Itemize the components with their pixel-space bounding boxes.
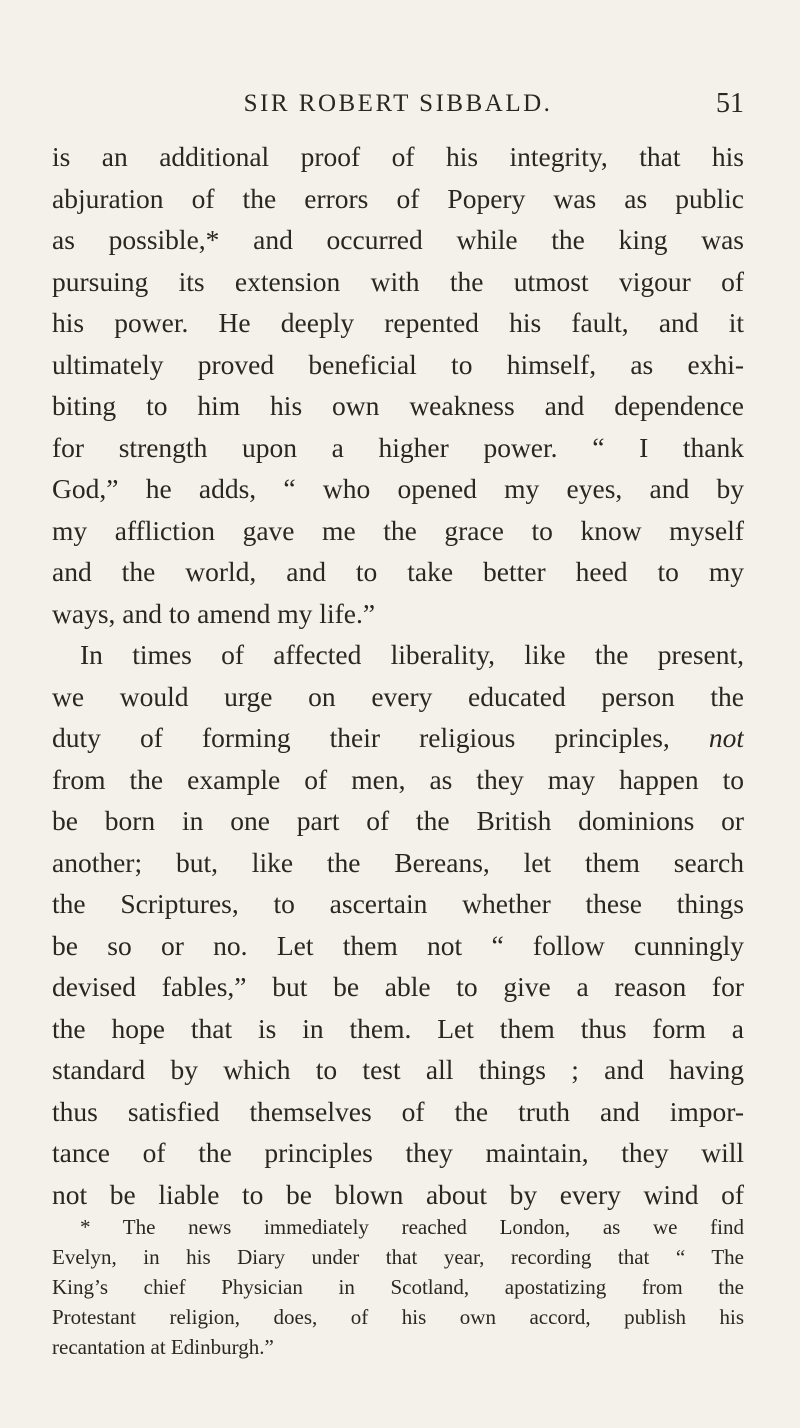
running-head bbox=[52, 84, 744, 124]
text-line: from the example of men, as they may happen to bbox=[52, 763, 744, 795]
body-text bbox=[52, 136, 744, 1215]
text-line: devised fables,” but be able to give a reason for bbox=[52, 971, 744, 1002]
text-line: biting to him his own weakness and dependence bbox=[52, 390, 744, 421]
text-line: the hope that is in them. Let them thus form a bbox=[52, 1012, 744, 1044]
text-line: abjuration of the errors of Popery was as public bbox=[52, 182, 744, 214]
footnote-line: * The news immediately reached London, as we find bbox=[80, 1215, 744, 1239]
text-line: and the world, and to take better heed to my bbox=[52, 556, 744, 587]
text-line: ultimately proved beneficial to himself, as exhi- bbox=[52, 348, 744, 380]
text-line bbox=[52, 717, 744, 759]
footnote-line: Protestant religion, does, of his own accord, publish his bbox=[52, 1305, 744, 1329]
text-line: In times of affected liberality, like the present, bbox=[80, 639, 744, 670]
text-line: standard by which to test all things ; and having bbox=[52, 1054, 744, 1085]
text-line: for strength upon a higher power. “ I thank bbox=[52, 431, 744, 463]
text-line: thus satisfied themselves of the truth and impor- bbox=[52, 1095, 744, 1127]
text-line: tance of the principles they maintain, they will bbox=[52, 1137, 744, 1168]
text-line: we would urge on every educated person the bbox=[52, 680, 744, 712]
text-line: my affliction gave me the grace to know myself bbox=[52, 514, 744, 546]
text-line: be so or no. Let them not “ follow cunningly bbox=[52, 929, 744, 961]
text-line: not be liable to be blown about by every wind of bbox=[52, 1178, 744, 1210]
running-title: SIR ROBERT SIBBALD. bbox=[243, 90, 553, 117]
text-line: his power. He deeply repented his fault, and it bbox=[52, 307, 744, 338]
text-line: be born in one part of the British dominions or bbox=[52, 805, 744, 836]
text-line: is an additional proof of his integrity, that his bbox=[52, 141, 744, 172]
text-segment: duty of forming their religious principles, bbox=[52, 722, 670, 753]
footnote-line: recantation at Edinburgh.” bbox=[52, 1335, 274, 1359]
footnote-line: King’s chief Physician in Scotland, apostatizing from the bbox=[52, 1275, 744, 1299]
text-line: ways, and to amend my life.” bbox=[52, 597, 376, 629]
page-number: 51 bbox=[716, 88, 744, 119]
text-line: the Scriptures, to ascertain whether these things bbox=[52, 888, 744, 919]
footnote bbox=[52, 1212, 744, 1362]
text-line: God,” he adds, “ who opened my eyes, and by bbox=[52, 473, 744, 504]
text-line: pursuing its extension with the utmost vigour of bbox=[52, 265, 744, 297]
text-line: another; but, like the Bereans, let them search bbox=[52, 846, 744, 878]
footnote-line: Evelyn, in his Diary under that year, recording that “ The bbox=[52, 1245, 744, 1269]
text-line: as possible,* and occurred while the king was bbox=[52, 224, 744, 255]
italic-word: not bbox=[708, 722, 744, 753]
